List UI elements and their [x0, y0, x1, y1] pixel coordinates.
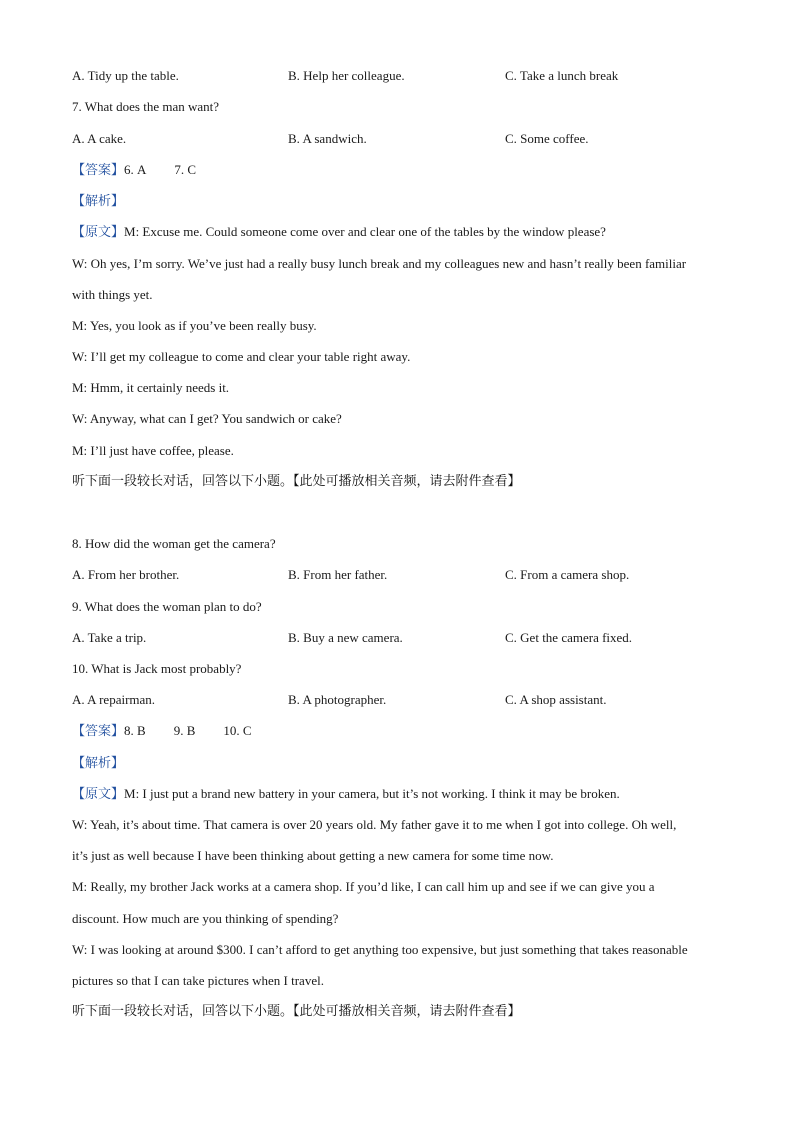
transcript-1-line-4: W: I’ll get my colleague to come and clear your table right away. — [72, 349, 411, 364]
transcript-2-line-6: pictures so that I can take pictures when I travel. — [72, 973, 324, 988]
transcript-2-line-0: 【原文】M: I just put a brand new battery in your camera, but it’s not working. I think it may be broken. — [72, 786, 620, 802]
transcript-1-line-2: with things yet. — [72, 287, 153, 302]
transcript-1-line-3: M: Yes, you look as if you’ve been really busy. — [72, 318, 317, 333]
q8-option-b: B. From her father. — [288, 567, 388, 582]
answer-block-2 — [72, 723, 252, 740]
q9-option-c: C. Get the camera fixed. — [505, 630, 633, 645]
analysis-heading-2: 【解析】 — [72, 756, 125, 771]
q6-option-a: A. Tidy up the table. — [72, 68, 179, 83]
transcript-tag: 【原文】 — [72, 225, 125, 240]
q9-option-b: B. Buy a new camera. — [288, 630, 403, 645]
q8-question: 8. How did the woman get the camera? — [72, 536, 276, 551]
q7-option-b: B. A sandwich. — [288, 131, 367, 146]
answer-10: 10. C — [223, 723, 252, 738]
answer-tag: 【答案】 — [72, 163, 125, 178]
q8-option-a: A. From her brother. — [72, 567, 180, 582]
answer-6: 6. A — [124, 162, 147, 177]
q10-option-a: A. A repairman. — [72, 692, 156, 707]
q6-option-c: C. Take a lunch break — [505, 68, 619, 83]
transcript-2-line-2: it’s just as well because I have been thinking about getting a new camera for some time now. — [72, 848, 554, 863]
q10-option-c: C. A shop assistant. — [505, 692, 607, 707]
transcript-1-line-7: M: I’ll just have coffee, please. — [72, 443, 234, 458]
q9-option-a: A. Take a trip. — [72, 630, 147, 645]
transcript-1-line-0: 【原文】M: Excuse me. Could someone come over and clear one of the tables by the window please? — [72, 224, 606, 240]
transcript-2-line-1: W: Yeah, it’s about time. That camera is over 20 years old. My father gave it to me when I got into college. Oh well, — [72, 817, 677, 832]
listen-prompt-2: 听下面一段较长对话，回答以下小题。【此处可播放相关音频，请去附件查看】 — [72, 1004, 521, 1019]
answer-tag: 【答案】 — [72, 724, 125, 739]
answer-7: 7. C — [174, 162, 197, 177]
q7-option-c: C. Some coffee. — [505, 131, 589, 146]
transcript-1-line-6: W: Anyway, what can I get? You sandwich or cake? — [72, 411, 342, 426]
transcript-2-line-3: M: Really, my brother Jack works at a camera shop. If you’d like, I can call him up and see if we can give you a — [72, 879, 655, 894]
answer-8: 8. B — [124, 723, 146, 738]
transcript-1-line-5: M: Hmm, it certainly needs it. — [72, 380, 230, 395]
answer-9: 9. B — [173, 723, 196, 738]
transcript-2-line-5: W: I was looking at around $300. I can’t afford to get anything too expensive, but just something that takes reasonable — [72, 942, 688, 957]
analysis-heading-1: 【解析】 — [72, 194, 125, 209]
listen-prompt-1: 听下面一段较长对话，回答以下小题。【此处可播放相关音频，请去附件查看】 — [72, 474, 521, 489]
q7-question: 7. What does the man want? — [72, 99, 220, 114]
q7-option-a: A. A cake. — [72, 131, 127, 146]
answer-block-1 — [72, 162, 196, 179]
q10-option-b: B. A photographer. — [288, 692, 387, 707]
transcript-tag: 【原文】 — [72, 787, 125, 802]
transcript-1-line-1: W: Oh yes, I’m sorry. We’ve just had a really busy lunch break and my colleagues new and hasn’t really been familiar — [72, 256, 687, 271]
transcript-2-line-4: discount. How much are you thinking of spending? — [72, 911, 339, 926]
q10-question: 10. What is Jack most probably? — [72, 661, 242, 676]
q6-option-b: B. Help her colleague. — [288, 68, 405, 83]
q9-question: 9. What does the woman plan to do? — [72, 599, 262, 614]
q8-option-c: C. From a camera shop. — [505, 567, 630, 582]
